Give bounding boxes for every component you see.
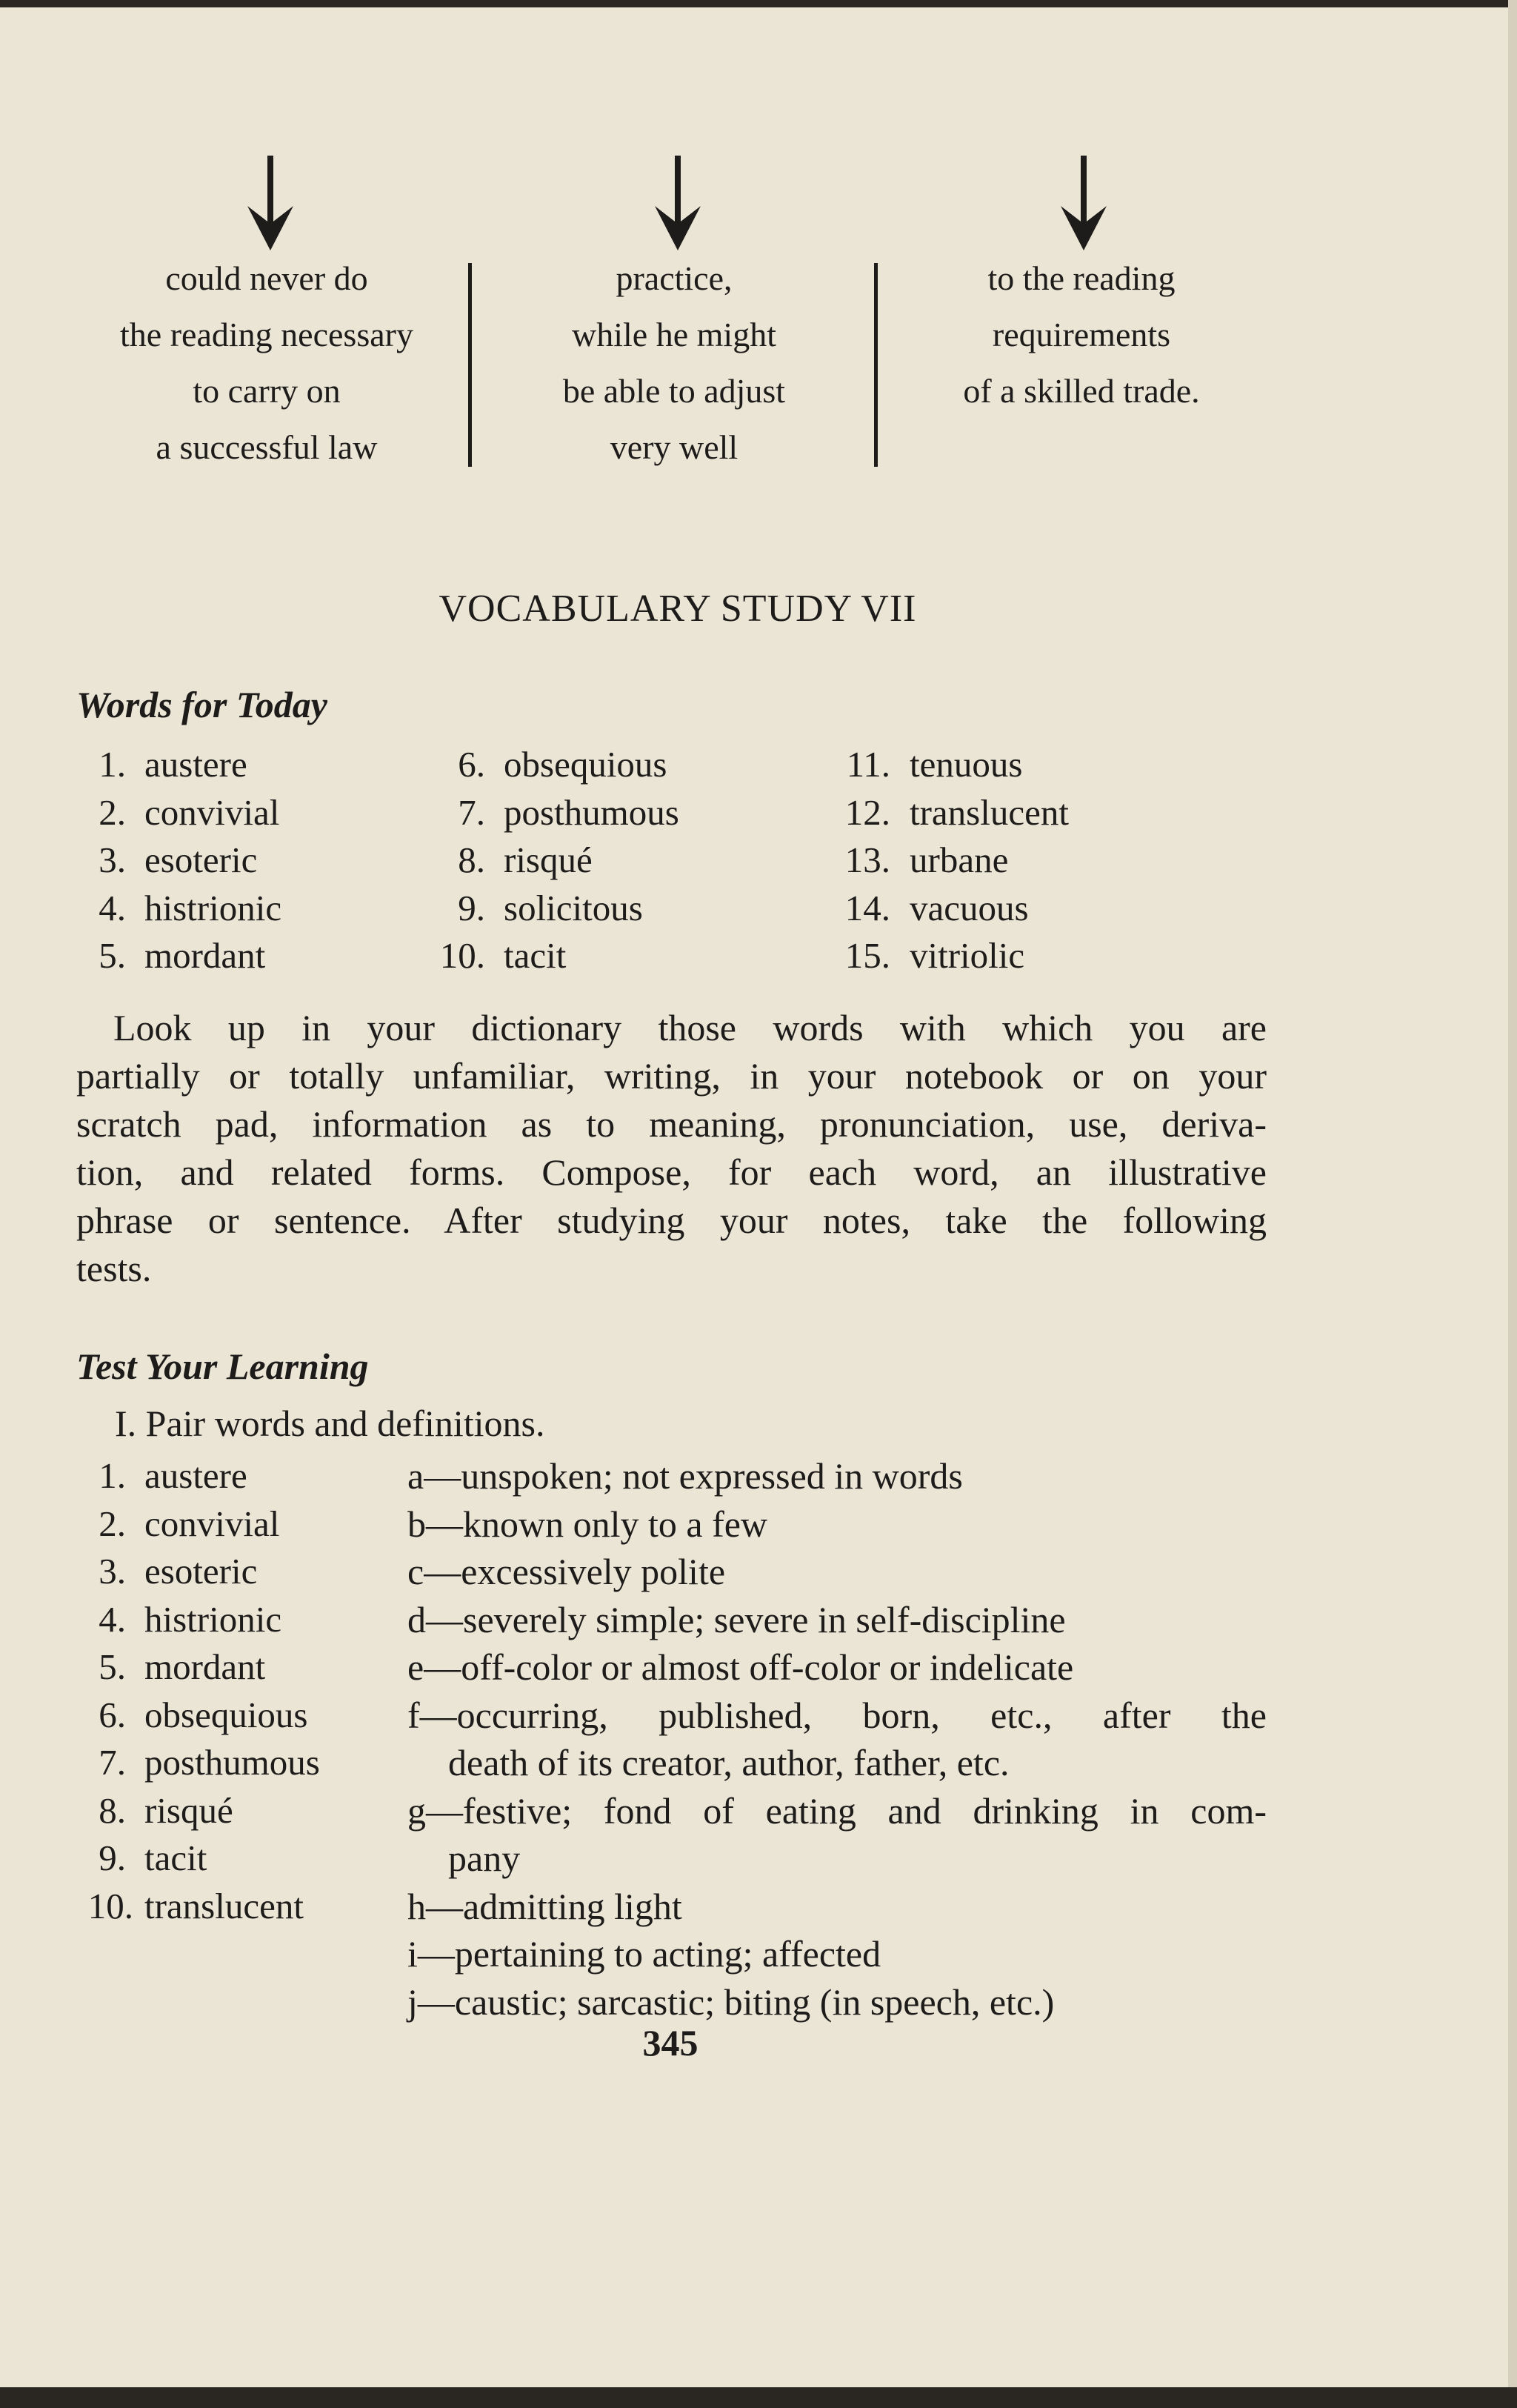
item-number: 9. [99, 1837, 126, 1878]
down-arrow-icon [244, 156, 296, 252]
item-number: 6. [99, 1694, 126, 1735]
definition-line: c—excessively polite [407, 1551, 726, 1592]
word-list-item [430, 932, 741, 980]
word-list-item [430, 789, 741, 837]
item-number: 14. [844, 887, 890, 928]
pair-word-item [74, 1500, 400, 1549]
down-arrow-icon [1058, 156, 1110, 252]
vocabulary-word: esoteric [144, 1551, 258, 1592]
pair-word-item [74, 1596, 400, 1644]
pair-word-item [74, 1643, 400, 1692]
pair-word-item [74, 1883, 400, 1931]
down-arrow-icon [652, 156, 704, 252]
pair-word-item [74, 1787, 400, 1835]
word-list-item [430, 837, 741, 885]
pair-word-item [74, 1835, 400, 1883]
page-bottom-edge [0, 2387, 1517, 2408]
item-number: 8. [99, 1789, 126, 1831]
word-list-item [837, 789, 1148, 837]
paragraph-line: phrase or sentence. After studying your notes, take the following [76, 1200, 1267, 1241]
top-column-3 [896, 250, 1267, 419]
page-right-edge [1508, 0, 1517, 2408]
vocabulary-word: solicitous [504, 887, 643, 928]
vocabulary-word: posthumous [504, 791, 679, 833]
vocabulary-word: austere [144, 744, 247, 785]
column-divider [468, 263, 472, 467]
word-list-item [74, 885, 370, 933]
top-column-line: to carry on [193, 372, 341, 410]
paragraph-line: scratch pad, information as to meaning, pronunciation, use, deriva- [76, 1103, 1267, 1145]
paragraph-line: Look up in your dictionary those words with which you are [113, 1007, 1267, 1048]
item-number: 8. [458, 839, 485, 880]
vocabulary-word: translucent [144, 1885, 304, 1926]
item-number: 5. [99, 935, 126, 976]
top-column-line: be able to adjust [562, 372, 786, 410]
pair-word-list [74, 1452, 400, 1930]
word-list-item [74, 741, 370, 789]
page-top-edge [0, 0, 1517, 7]
word-list-item [74, 932, 370, 980]
top-column-line: the reading necessary [120, 316, 413, 353]
word-list-column-1 [74, 741, 370, 980]
definition-line: b—known only to a few [407, 1503, 768, 1545]
section-heading: VOCABULARY STUDY VII [439, 588, 917, 630]
pair-word-item [74, 1692, 400, 1740]
top-column-line: practice, [616, 259, 733, 297]
top-column-line: while he might [572, 316, 776, 353]
vocabulary-word: tenuous [910, 744, 1023, 785]
vocabulary-word: tacit [504, 935, 567, 976]
definition-line: h—admitting light [407, 1885, 682, 1927]
definition-line: g—festive; fond of eating and drinking in com- [407, 1789, 1267, 1832]
definition-line: d—severely simple; severe in self-discipline [407, 1598, 1066, 1640]
vocabulary-word: austere [144, 1455, 247, 1496]
words-for-today-subheading: Words for Today [76, 684, 327, 725]
definition-line: pany [448, 1837, 521, 1879]
paragraph-line: tion, and related forms. Compose, for each word, an illustrative [76, 1151, 1267, 1193]
top-column-line: of a skilled trade. [963, 372, 1200, 410]
vocabulary-word: obsequious [504, 744, 667, 785]
item-number: 4. [99, 887, 126, 928]
word-list-column-2 [430, 741, 741, 980]
vocabulary-word: mordant [144, 935, 266, 976]
test-item-title: I. Pair words and definitions. [115, 1403, 545, 1444]
definition-line: j—caustic; sarcastic; biting (in speech, etc.) [407, 1980, 1055, 2023]
item-number: 9. [458, 887, 485, 928]
word-list-item [430, 741, 741, 789]
definition-line: i—pertaining to acting; affected [407, 1933, 881, 1975]
vocabulary-word: risqué [144, 1789, 233, 1831]
word-list-item [430, 885, 741, 933]
item-number: 1. [99, 1455, 126, 1496]
column-divider [874, 263, 878, 467]
item-number: 10. [439, 935, 485, 976]
vocabulary-word: histrionic [144, 1598, 282, 1640]
paragraph-line: tests. [76, 1248, 152, 1289]
vocabulary-word: convivial [144, 791, 280, 833]
item-number: 3. [99, 839, 126, 880]
pair-word-item [74, 1548, 400, 1596]
item-number: 2. [99, 791, 126, 833]
top-column-line: requirements [992, 316, 1171, 353]
item-number: 7. [99, 1742, 126, 1783]
word-list-item [74, 789, 370, 837]
definition-line: f—occurring, published, born, etc., after the [407, 1694, 1267, 1736]
word-list-item [837, 885, 1148, 933]
word-list-item [837, 741, 1148, 789]
vocabulary-word: mordant [144, 1646, 266, 1687]
word-list-item [74, 837, 370, 885]
vocabulary-word: convivial [144, 1503, 280, 1544]
word-list-item [837, 932, 1148, 980]
item-number: 4. [99, 1598, 126, 1640]
top-column-1 [70, 250, 463, 476]
definition-list [407, 1452, 1267, 2026]
item-number: 2. [99, 1503, 126, 1544]
vocabulary-word: esoteric [144, 839, 258, 880]
item-number: 12. [844, 791, 890, 833]
item-number: 3. [99, 1551, 126, 1592]
pair-word-item [74, 1739, 400, 1787]
definition-line: e—off-color or almost off-color or indelicate [407, 1646, 1074, 1688]
top-column-2 [489, 250, 859, 476]
item-number: 5. [99, 1646, 126, 1687]
pair-word-item [74, 1452, 400, 1500]
item-number: 13. [844, 839, 890, 880]
vocabulary-word: urbane [910, 839, 1009, 880]
item-number: 7. [458, 791, 485, 833]
definition-line: death of its creator, author, father, etc. [448, 1742, 1010, 1783]
paragraph-line: partially or totally unfamiliar, writing, in your notebook or on your [76, 1055, 1267, 1097]
item-number: 6. [458, 744, 485, 785]
vocabulary-word: histrionic [144, 887, 282, 928]
instructions-paragraph [76, 1004, 1267, 1293]
item-number: 11. [846, 744, 890, 785]
vocabulary-word: risqué [504, 839, 593, 880]
vocabulary-word: posthumous [144, 1742, 320, 1783]
top-column-line: could never do [165, 259, 368, 297]
test-your-learning-subheading: Test Your Learning [76, 1346, 369, 1387]
word-list-column-3 [837, 741, 1148, 980]
top-column-line: very well [610, 428, 739, 466]
page-number: 345 [642, 2022, 699, 2063]
vocabulary-word: obsequious [144, 1694, 308, 1735]
item-number: 10. [87, 1885, 133, 1926]
definition-line: a—unspoken; not expressed in words [407, 1455, 963, 1497]
vocabulary-word: vacuous [910, 887, 1029, 928]
item-number: 1. [99, 744, 126, 785]
vocabulary-word: vitriolic [910, 935, 1025, 976]
top-column-line: to the reading [987, 259, 1176, 297]
vocabulary-word: translucent [910, 791, 1069, 833]
item-number: 15. [844, 935, 890, 976]
word-list-item [837, 837, 1148, 885]
top-column-line: a successful law [156, 428, 378, 466]
vocabulary-word: tacit [144, 1837, 207, 1878]
